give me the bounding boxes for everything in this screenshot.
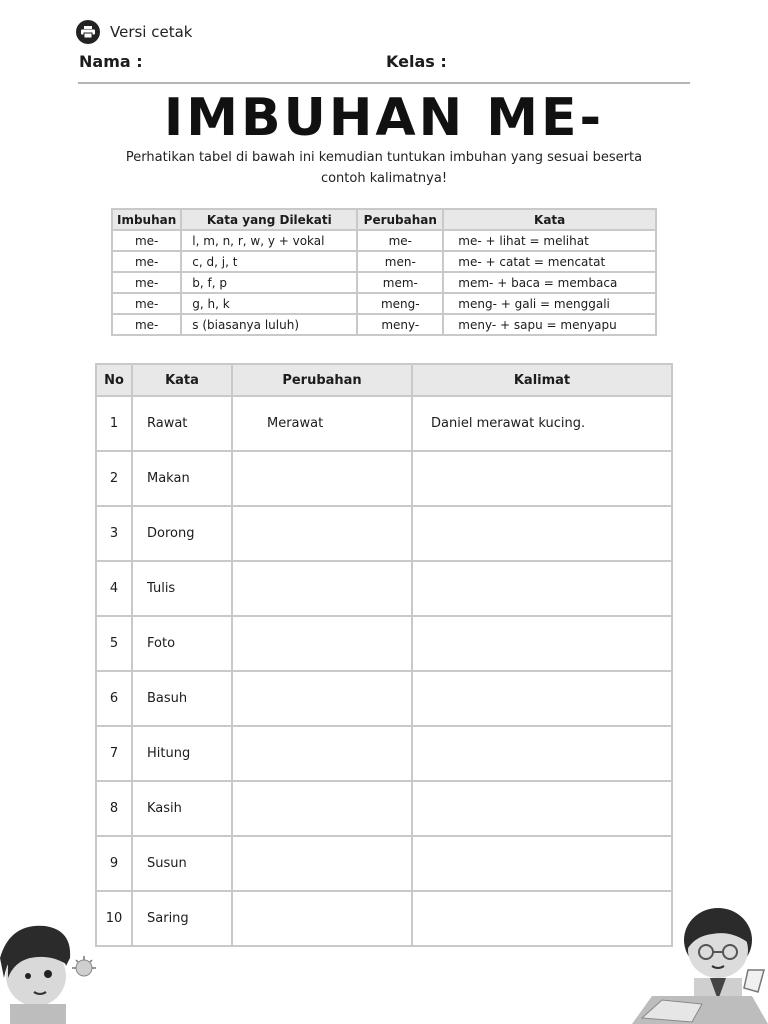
print-version-link[interactable] (76, 20, 192, 44)
row-number: 1 (96, 396, 132, 451)
change-answer-cell[interactable] (232, 671, 412, 726)
table-cell: me- (357, 230, 443, 251)
table-cell: me- (112, 314, 181, 335)
row-number: 6 (96, 671, 132, 726)
table-cell: b, f, p (181, 272, 357, 293)
row-number: 8 (96, 781, 132, 836)
class-label: Kelas : (386, 52, 447, 71)
word-cell: Basuh (132, 671, 232, 726)
printer-icon (76, 20, 100, 44)
table-row (96, 616, 672, 671)
table-cell: s (biasanya luluh) (181, 314, 357, 335)
column-header: Imbuhan (112, 209, 181, 230)
reference-table-header (112, 209, 656, 230)
sentence-answer-cell[interactable] (412, 451, 672, 506)
sentence-answer-cell[interactable] (412, 836, 672, 891)
table-cell: me- + catat = mencatat (443, 251, 656, 272)
sentence-answer-cell[interactable] (412, 561, 672, 616)
column-header: Kata yang Dilekati (181, 209, 357, 230)
change-answer-cell[interactable]: Merawat (232, 396, 412, 451)
word-cell: Susun (132, 836, 232, 891)
table-row (112, 251, 656, 272)
table-row (112, 293, 656, 314)
row-number: 9 (96, 836, 132, 891)
word-cell: Hitung (132, 726, 232, 781)
word-cell: Rawat (132, 396, 232, 451)
change-answer-cell[interactable] (232, 451, 412, 506)
worksheet-table (95, 363, 673, 947)
table-row (96, 836, 672, 891)
table-row (96, 451, 672, 506)
table-row (96, 506, 672, 561)
sentence-answer-cell[interactable] (412, 616, 672, 671)
table-row (96, 396, 672, 451)
column-header: Perubahan (232, 364, 412, 396)
table-row (112, 314, 656, 335)
word-cell: Tulis (132, 561, 232, 616)
sentence-answer-cell[interactable] (412, 506, 672, 561)
print-version-label: Versi cetak (110, 23, 193, 41)
sentence-answer-cell[interactable] (412, 726, 672, 781)
row-number: 2 (96, 451, 132, 506)
table-row (96, 671, 672, 726)
row-number: 7 (96, 726, 132, 781)
word-cell: Makan (132, 451, 232, 506)
table-cell: me- + lihat = melihat (443, 230, 656, 251)
table-cell: l, m, n, r, w, y + vokal (181, 230, 357, 251)
row-number: 10 (96, 891, 132, 946)
table-cell: me- (112, 230, 181, 251)
word-cell: Dorong (132, 506, 232, 561)
change-answer-cell[interactable] (232, 616, 412, 671)
thinking-boy-illustration (0, 918, 110, 1024)
table-cell: me- (112, 272, 181, 293)
change-answer-cell[interactable] (232, 561, 412, 616)
studying-boy-illustration (632, 900, 768, 1024)
table-row (112, 230, 656, 251)
reference-table (111, 208, 657, 336)
column-header: Kata (132, 364, 232, 396)
table-cell: mem- + baca = membaca (443, 272, 656, 293)
change-answer-cell[interactable] (232, 891, 412, 946)
table-cell: meny- + sapu = menyapu (443, 314, 656, 335)
change-answer-cell[interactable] (232, 726, 412, 781)
change-answer-cell[interactable] (232, 836, 412, 891)
table-row (96, 781, 672, 836)
row-number: 4 (96, 561, 132, 616)
column-header: Perubahan (357, 209, 443, 230)
table-cell: meng- + gali = menggali (443, 293, 656, 314)
table-row (112, 272, 656, 293)
table-cell: me- (112, 251, 181, 272)
table-cell: me- (112, 293, 181, 314)
column-header: No (96, 364, 132, 396)
header-divider (78, 82, 690, 84)
table-row (96, 726, 672, 781)
sentence-answer-cell[interactable] (412, 671, 672, 726)
table-cell: meng- (357, 293, 443, 314)
table-cell: c, d, j, t (181, 251, 357, 272)
instructions-text: Perhatikan tabel di bawah ini kemudian tuntukan imbuhan yang sesuai beserta contoh kalimatnya! (125, 150, 643, 186)
table-cell: men- (357, 251, 443, 272)
table-cell: mem- (357, 272, 443, 293)
student-info-row (79, 52, 689, 78)
sentence-answer-cell[interactable]: Daniel merawat kucing. (412, 396, 672, 451)
row-number: 3 (96, 506, 132, 561)
table-cell: meny- (357, 314, 443, 335)
column-header: Kalimat (412, 364, 672, 396)
word-cell: Kasih (132, 781, 232, 836)
row-number: 5 (96, 616, 132, 671)
change-answer-cell[interactable] (232, 506, 412, 561)
table-row (96, 891, 672, 946)
sentence-answer-cell[interactable] (412, 781, 672, 836)
word-cell: Foto (132, 616, 232, 671)
column-header: Kata (443, 209, 656, 230)
table-row (96, 561, 672, 616)
word-cell: Saring (132, 891, 232, 946)
table-cell: g, h, k (181, 293, 357, 314)
worksheet-table-header (96, 364, 672, 396)
worksheet-title: IMBUHAN ME- (163, 88, 605, 148)
name-label: Nama : (79, 52, 143, 71)
change-answer-cell[interactable] (232, 781, 412, 836)
